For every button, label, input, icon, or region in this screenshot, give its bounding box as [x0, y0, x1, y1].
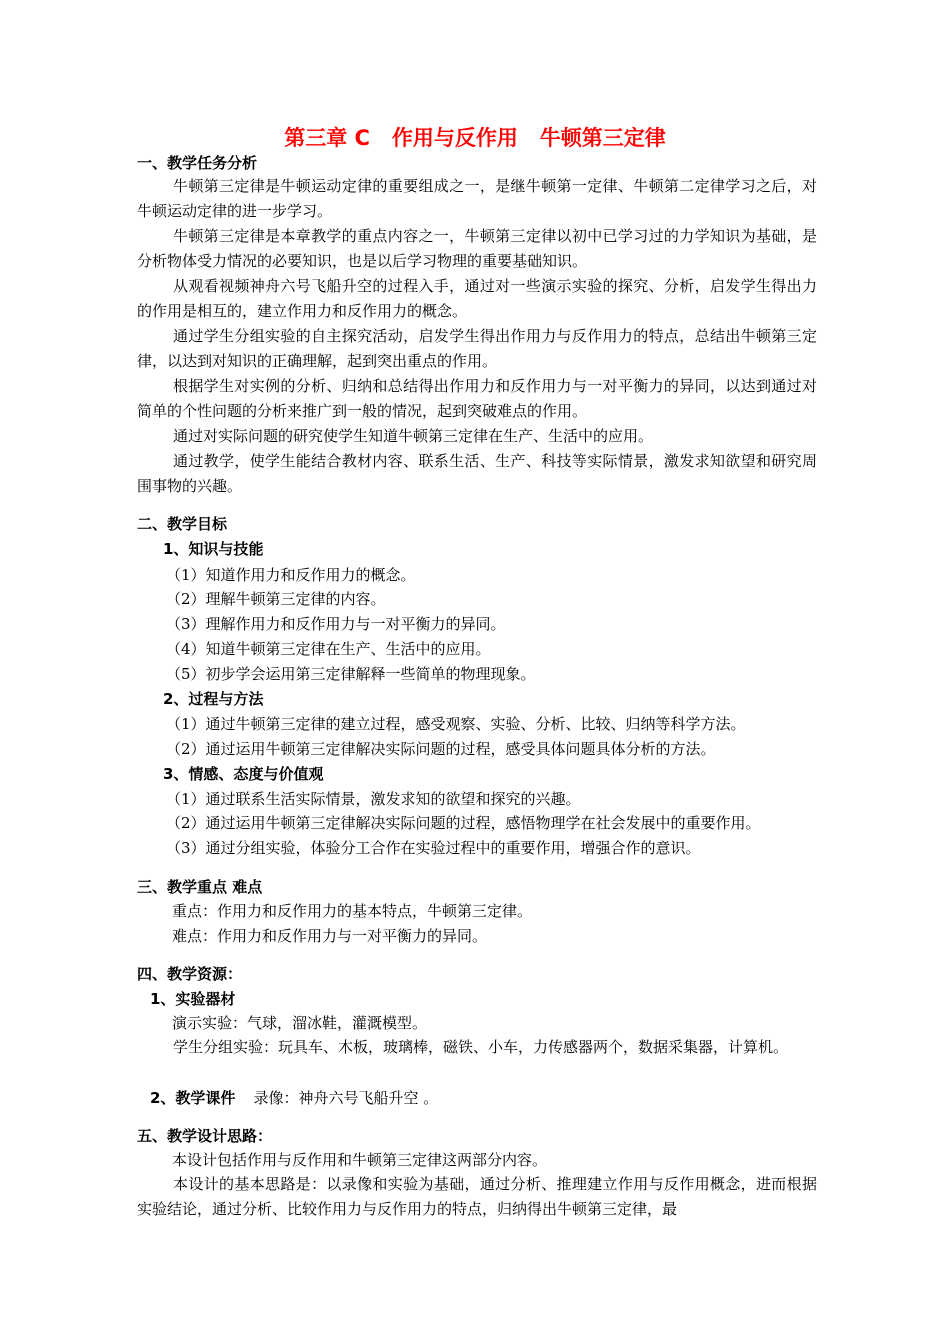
paragraph: 通过学生分组实验的自主探究活动，启发学生得出作用力与反作用力的特点，总结出牛顿第三定律，以达到对知识的正确理解，起到突出重点的作用。 [137, 327, 817, 370]
list-item: （1）通过联系生活实际情景，激发求知的欲望和探究的兴趣。 [166, 790, 581, 808]
list-item: （5）初步学会运用第三定律解释一些简单的物理现象。 [166, 665, 536, 683]
subheading-courseware: 2、教学课件 录像：神舟六号飞船升空 。 [150, 1089, 439, 1107]
paragraph: 牛顿第三定律是牛顿运动定律的重要组成之一，是继牛顿第一定律、牛顿第二定律学习之后，对牛顿运动定律的进一步学习。 [137, 177, 817, 220]
paragraph: 根据学生对实例的分析、归纳和总结得出作用力和反作用力与一对平衡力的异同，以达到通过对简单的个性问题的分析来推广到一般的情况，起到突破难点的作用。 [137, 377, 817, 420]
list-item: （3）理解作用力和反作用力与一对平衡力的异同。 [166, 615, 506, 633]
paragraph: 牛顿第三定律是本章教学的重点内容之一，牛顿第三定律以初中已学习过的力学知识为基础，是分析物体受力情况的必要知识，也是以后学习物理的重要基础知识。 [137, 227, 817, 270]
demo-experiment-line: 演示实验：气球，溜冰鞋，灌溉模型。 [172, 1014, 428, 1032]
section-heading-3: 三、教学重点 难点 [137, 878, 263, 896]
section-heading-2: 二、教学目标 [137, 515, 228, 533]
list-item: （1）通过牛顿第三定律的建立过程，感受观察、实验、分析、比较、归纳等科学方法。 [166, 715, 746, 733]
paragraph: 本设计包括作用与反作用和牛顿第三定律这两部分内容。 [172, 1151, 548, 1169]
paragraph: 通过教学，使学生能结合教材内容、联系生活、生产、科技等实际情景，激发求知欲望和研究周围事物的兴趣。 [137, 452, 817, 495]
paragraph: 本设计的基本思路是：以录像和实验为基础，通过分析、推理建立作用与反作用概念，进而根据实验结论，通过分析、比较作用力与反作用力的特点，归纳得出牛顿第三定律，最 [137, 1175, 817, 1218]
key-point-line: 重点：作用力和反作用力的基本特点，牛顿第三定律。 [172, 902, 533, 920]
subheading-knowledge: 1、知识与技能 [163, 540, 264, 558]
list-item: （3）通过分组实验，体验分工合作在实验过程中的重要作用，增强合作的意识。 [166, 839, 701, 857]
section-heading-1: 一、教学任务分析 [137, 154, 258, 172]
paragraph: 通过对实际问题的研究使学生知道牛顿第三定律在生产、生活中的应用。 [173, 427, 654, 445]
section-heading-5: 五、教学设计思路： [137, 1127, 273, 1145]
difficulty-line: 难点：作用力和反作用力与一对平衡力的异同。 [172, 927, 488, 945]
list-item: （4）知道牛顿第三定律在生产、生活中的应用。 [166, 640, 491, 658]
list-item: （2）通过运用牛顿第三定律解决实际问题的过程，感受具体问题具体分析的方法。 [166, 740, 716, 758]
subheading-equipment: 1、实验器材 [150, 990, 236, 1008]
subheading-process: 2、过程与方法 [163, 690, 264, 708]
list-item: （2）通过运用牛顿第三定律解决实际问题的过程，感悟物理学在社会发展中的重要作用。 [166, 814, 761, 832]
group-experiment-paragraph: 学生分组实验：玩具车、木板，玻璃棒，磁铁、小车，力传感器两个，数据采集器，计算机。 [173, 1038, 789, 1056]
list-item: （2）理解牛顿第三定律的内容。 [166, 590, 386, 608]
paragraph: 从观看视频神舟六号飞船升空的过程入手，通过对一些演示实验的探究、分析，启发学生得出力的作用是相互的，建立作用力和反作用力的概念。 [137, 277, 817, 320]
subheading-emotion: 3、情感、态度与价值观 [163, 765, 324, 783]
section-heading-4: 四、教学资源： [137, 965, 243, 983]
list-item: （1）知道作用力和反作用力的概念。 [166, 566, 416, 584]
page-title: 第三章 C 作用与反作用 牛顿第三定律 [284, 126, 666, 150]
